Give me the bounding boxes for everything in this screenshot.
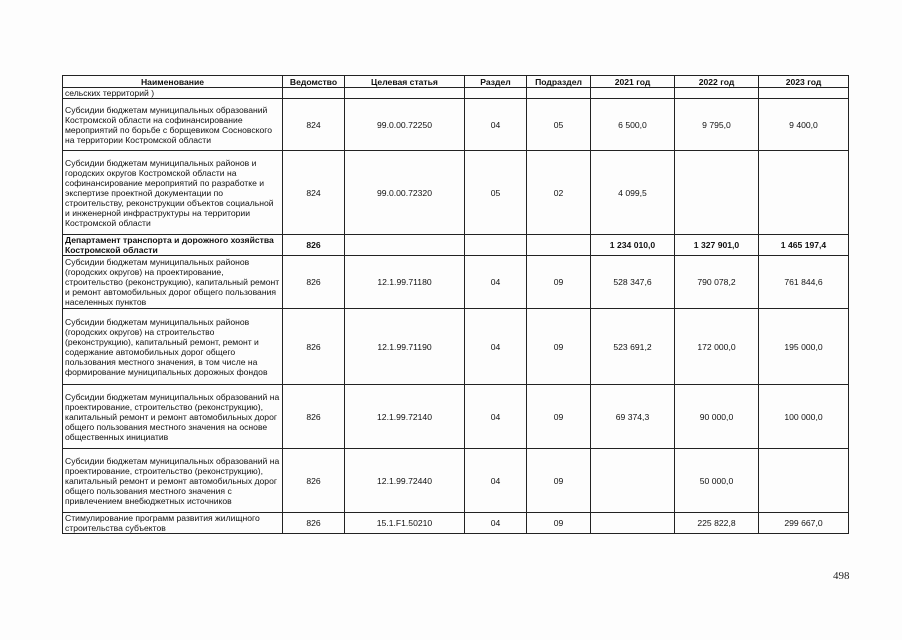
table-cell-section: 05 [465, 151, 527, 235]
table-cell-y2023 [759, 449, 849, 513]
table-cell-y2022 [675, 151, 759, 235]
table-row [63, 309, 849, 385]
table-cell-article: 12.1.99.72140 [345, 385, 465, 449]
table-cell-y2022: 90 000,0 [675, 385, 759, 449]
table-cell-section: 04 [465, 309, 527, 385]
table-cell-section: 04 [465, 385, 527, 449]
table-cell-section: 04 [465, 256, 527, 309]
table-row [63, 256, 849, 309]
table-cell-y2023: 100 000,0 [759, 385, 849, 449]
table-cell-subsection: 09 [527, 256, 591, 309]
table-cell-subsection: 09 [527, 385, 591, 449]
table-body [63, 88, 849, 534]
table-cell-dept: 826 [283, 449, 345, 513]
table-cell-name: Стимулирование программ развития жилищного строительства субъектов [63, 513, 283, 534]
header-dept: Ведомство [283, 76, 345, 88]
table-row [63, 99, 849, 151]
table-cell-y2023: 195 000,0 [759, 309, 849, 385]
table-cell-subsection: 09 [527, 513, 591, 534]
table-cell-article: 99.0.00.72320 [345, 151, 465, 235]
table-cell-dept: 826 [283, 256, 345, 309]
table-cell-subsection [527, 88, 591, 99]
table-cell-subsection: 09 [527, 309, 591, 385]
header-2022: 2022 год [675, 76, 759, 88]
header-2023: 2023 год [759, 76, 849, 88]
table-cell-dept: 824 [283, 151, 345, 235]
header-article: Целевая статья [345, 76, 465, 88]
table-cell-name: Субсидии бюджетам муниципальных образований на проектирование, строительство (реконструкцию), капитальный ремонт и ремонт автомобильных дорог общего пользования местного значения с привлечением внебюджетных источников [63, 449, 283, 513]
table-cell-name: сельских территорий ) [63, 88, 283, 99]
table-cell-article [345, 235, 465, 256]
header-subsection: Подраздел [527, 76, 591, 88]
table-cell-subsection: 09 [527, 449, 591, 513]
header-2021: 2021 год [591, 76, 675, 88]
table-cell-y2021: 523 691,2 [591, 309, 675, 385]
table-cell-y2023 [759, 151, 849, 235]
table-cell-dept: 826 [283, 385, 345, 449]
table-cell-y2023: 761 844,6 [759, 256, 849, 309]
table-cell-name: Субсидии бюджетам муниципальных районов (городских округов) на проектирование, строительство (реконструкцию), капитальный ремонт и ремонт автомобильных дорог общего пользования населенных пунктов [63, 256, 283, 309]
table-cell-section [465, 88, 527, 99]
table-cell-y2022: 1 327 901,0 [675, 235, 759, 256]
table-cell-dept: 826 [283, 513, 345, 534]
table-row [63, 235, 849, 256]
table-cell-subsection: 02 [527, 151, 591, 235]
table-cell-article: 12.1.99.72440 [345, 449, 465, 513]
table-cell-article [345, 88, 465, 99]
table-cell-y2021: 1 234 010,0 [591, 235, 675, 256]
table-cell-y2022: 172 000,0 [675, 309, 759, 385]
table-cell-dept: 824 [283, 99, 345, 151]
table-cell-name: Субсидии бюджетам муниципальных районов и городских округов Костромской области на софинансирование мероприятий по разработке и экспертизе проектной документации по строительству, реконструкции объектов социальной и инженерной инфраструктуры на территории Костромской области [63, 151, 283, 235]
header-section: Раздел [465, 76, 527, 88]
table-cell-y2022: 50 000,0 [675, 449, 759, 513]
table-cell-y2021 [591, 513, 675, 534]
table-cell-y2023: 1 465 197,4 [759, 235, 849, 256]
table-cell-y2022: 9 795,0 [675, 99, 759, 151]
table-cell-subsection [527, 235, 591, 256]
table-cell-y2021 [591, 88, 675, 99]
table-header-row [63, 76, 849, 88]
table-row [63, 151, 849, 235]
table-cell-y2021 [591, 449, 675, 513]
table-cell-y2022: 790 078,2 [675, 256, 759, 309]
table-cell-y2021: 528 347,6 [591, 256, 675, 309]
table-cell-name: Субсидии бюджетам муниципальных районов (городских округов) на строительство (реконструкцию), капитальный ремонт, ремонт и содержание автомобильных дорог общего пользования местного значения, в том числе на формирование муниципальных дорожных фондов [63, 309, 283, 385]
table-cell-name: Субсидии бюджетам муниципальных образований Костромской области на софинансирование мероприятий по борьбе с борщевиком Сосновского на территории Костромской области [63, 99, 283, 151]
page-number: 498 [833, 570, 850, 582]
table-cell-name: Субсидии бюджетам муниципальных образований на проектирование, строительство (реконструкцию), капитальный ремонт и ремонт автомобильных дорог общего пользования местного значения на основе общественных инициатив [63, 385, 283, 449]
table-cell-article: 99.0.00.72250 [345, 99, 465, 151]
table-cell-dept: 826 [283, 309, 345, 385]
table-cell-subsection: 05 [527, 99, 591, 151]
table-cell-name: Департамент транспорта и дорожного хозяйства Костромской области [63, 235, 283, 256]
table-cell-y2023: 299 667,0 [759, 513, 849, 534]
table-cell-article: 15.1.F1.50210 [345, 513, 465, 534]
table-cell-y2021: 4 099,5 [591, 151, 675, 235]
header-name: Наименование [63, 76, 283, 88]
table-row [63, 513, 849, 534]
table-cell-y2021: 69 374,3 [591, 385, 675, 449]
table-cell-dept: 826 [283, 235, 345, 256]
table-cell-y2023: 9 400,0 [759, 99, 849, 151]
table-row [63, 385, 849, 449]
table-cell-section: 04 [465, 449, 527, 513]
table-cell-dept [283, 88, 345, 99]
table-cell-article: 12.1.99.71180 [345, 256, 465, 309]
budget-table [62, 75, 849, 534]
table-row [63, 449, 849, 513]
table-row [63, 88, 849, 99]
table-cell-y2021: 6 500,0 [591, 99, 675, 151]
table-cell-y2023 [759, 88, 849, 99]
table-cell-y2022: 225 822,8 [675, 513, 759, 534]
table-cell-article: 12.1.99.71190 [345, 309, 465, 385]
table-cell-section [465, 235, 527, 256]
table-cell-section: 04 [465, 513, 527, 534]
table-cell-section: 04 [465, 99, 527, 151]
table-cell-y2022 [675, 88, 759, 99]
